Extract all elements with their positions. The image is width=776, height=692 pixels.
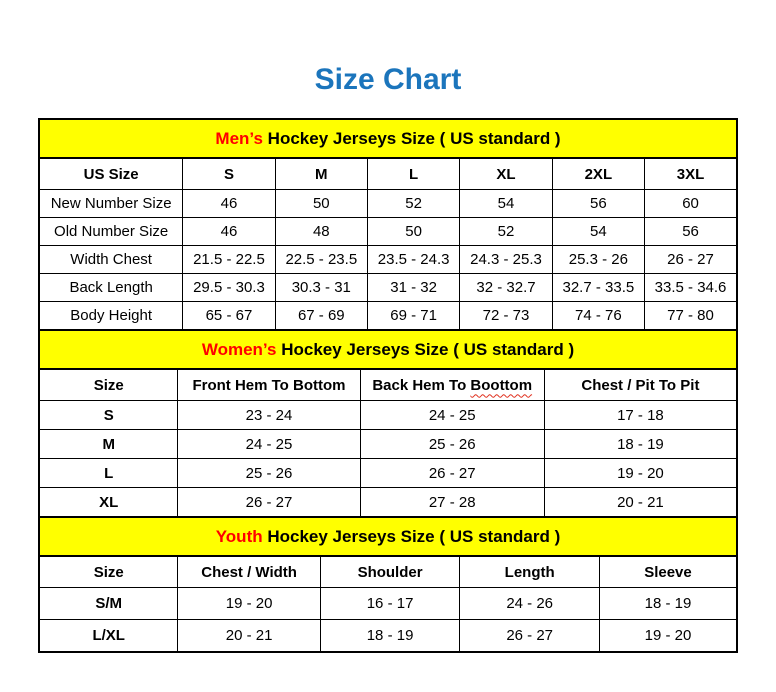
size-cell: 56 bbox=[645, 218, 737, 246]
womens-col-header: Front Hem To Bottom bbox=[178, 369, 360, 401]
size-cell: 65 - 67 bbox=[183, 302, 275, 331]
row-label: S bbox=[39, 401, 178, 430]
table-row bbox=[39, 190, 737, 218]
size-cell: 54 bbox=[552, 218, 644, 246]
row-label: S/M bbox=[39, 588, 178, 620]
size-cell: 26 - 27 bbox=[360, 459, 544, 488]
table-row bbox=[39, 246, 737, 274]
table-row bbox=[39, 302, 737, 331]
mens-col-header: L bbox=[367, 158, 459, 190]
page-title: Size Chart bbox=[314, 63, 462, 96]
size-cell: 50 bbox=[275, 190, 367, 218]
table-row bbox=[39, 488, 737, 518]
womens-col-header: Size bbox=[39, 369, 178, 401]
youth-header-row bbox=[39, 556, 737, 588]
mens-section-header bbox=[39, 119, 737, 158]
mens-col-header: US Size bbox=[39, 158, 183, 190]
youth-size-table bbox=[38, 516, 738, 653]
size-cell: 46 bbox=[183, 190, 275, 218]
size-cell: 54 bbox=[460, 190, 552, 218]
size-cell: 23.5 - 24.3 bbox=[367, 246, 459, 274]
table-row bbox=[39, 218, 737, 246]
table-row bbox=[39, 430, 737, 459]
size-cell: 18 - 19 bbox=[544, 430, 737, 459]
womens-section-header bbox=[39, 330, 737, 369]
size-cell: 25.3 - 26 bbox=[552, 246, 644, 274]
womens-header-row bbox=[39, 369, 737, 401]
mens-col-header: S bbox=[183, 158, 275, 190]
youth-band-text: Hockey Jerseys Size ( US standard ) bbox=[262, 526, 561, 546]
size-cell: 22.5 - 23.5 bbox=[275, 246, 367, 274]
table-row bbox=[39, 620, 737, 653]
youth-col-header: Shoulder bbox=[320, 556, 460, 588]
size-cell: 48 bbox=[275, 218, 367, 246]
size-cell: 32.7 - 33.5 bbox=[552, 274, 644, 302]
womens-col-header: Chest / Pit To Pit bbox=[544, 369, 737, 401]
size-cell: 29.5 - 30.3 bbox=[183, 274, 275, 302]
mens-band-text: Hockey Jerseys Size ( US standard ) bbox=[262, 128, 561, 148]
size-cell: 50 bbox=[367, 218, 459, 246]
size-cell: 17 - 18 bbox=[544, 401, 737, 430]
table-row bbox=[39, 588, 737, 620]
youth-col-header: Length bbox=[460, 556, 600, 588]
mens-col-header: M bbox=[275, 158, 367, 190]
youth-col-header: Sleeve bbox=[599, 556, 737, 588]
womens-col-header-text: Back Hem To bbox=[372, 376, 471, 394]
youth-band-row bbox=[39, 517, 737, 556]
row-label: L/XL bbox=[39, 620, 178, 653]
size-cell: 24 - 25 bbox=[178, 430, 360, 459]
size-cell: 25 - 26 bbox=[360, 430, 544, 459]
womens-band-text: Hockey Jerseys Size ( US standard ) bbox=[276, 339, 575, 359]
youth-col-header: Size bbox=[39, 556, 178, 588]
size-cell: 24 - 25 bbox=[360, 401, 544, 430]
size-cell: 24 - 26 bbox=[460, 588, 600, 620]
size-cell: 20 - 21 bbox=[178, 620, 320, 653]
size-cell: 27 - 28 bbox=[360, 488, 544, 518]
mens-size-table bbox=[38, 118, 738, 331]
size-cell: 25 - 26 bbox=[178, 459, 360, 488]
size-cell: 26 - 27 bbox=[460, 620, 600, 653]
youth-col-header: Chest / Width bbox=[178, 556, 320, 588]
size-cell: 52 bbox=[367, 190, 459, 218]
mens-col-header: 3XL bbox=[645, 158, 737, 190]
size-cell: 16 - 17 bbox=[320, 588, 460, 620]
size-cell: 19 - 20 bbox=[544, 459, 737, 488]
size-cell: 33.5 - 34.6 bbox=[645, 274, 737, 302]
size-cell: 18 - 19 bbox=[320, 620, 460, 653]
size-cell: 56 bbox=[552, 190, 644, 218]
size-cell: 21.5 - 22.5 bbox=[183, 246, 275, 274]
size-cell: 52 bbox=[460, 218, 552, 246]
womens-size-table bbox=[38, 329, 738, 518]
row-label: Back Length bbox=[39, 274, 183, 302]
size-cell: 26 - 27 bbox=[178, 488, 360, 518]
size-cell: 72 - 73 bbox=[460, 302, 552, 331]
size-cell: 67 - 69 bbox=[275, 302, 367, 331]
row-label: Body Height bbox=[39, 302, 183, 331]
size-cell: 23 - 24 bbox=[178, 401, 360, 430]
youth-section-header bbox=[39, 517, 737, 556]
size-cell: 26 - 27 bbox=[645, 246, 737, 274]
row-label: L bbox=[39, 459, 178, 488]
mens-col-header: 2XL bbox=[552, 158, 644, 190]
size-cell: 18 - 19 bbox=[599, 588, 737, 620]
size-cell: 32 - 32.7 bbox=[460, 274, 552, 302]
row-label: M bbox=[39, 430, 178, 459]
mens-col-header: XL bbox=[460, 158, 552, 190]
spellcheck-underlined-word: Boottom bbox=[470, 376, 533, 394]
size-cell: 60 bbox=[645, 190, 737, 218]
row-label: New Number Size bbox=[39, 190, 183, 218]
mens-band-row bbox=[39, 119, 737, 158]
size-cell: 20 - 21 bbox=[544, 488, 737, 518]
size-cell: 74 - 76 bbox=[552, 302, 644, 331]
size-cell: 19 - 20 bbox=[599, 620, 737, 653]
row-label: Width Chest bbox=[39, 246, 183, 274]
row-label: XL bbox=[39, 488, 178, 518]
size-cell: 30.3 - 31 bbox=[275, 274, 367, 302]
table-row bbox=[39, 274, 737, 302]
youth-band-highlight: Youth bbox=[215, 526, 263, 546]
size-cell: 31 - 32 bbox=[367, 274, 459, 302]
size-cell: 69 - 71 bbox=[367, 302, 459, 331]
size-cell: 46 bbox=[183, 218, 275, 246]
mens-band-highlight: Men’s bbox=[215, 128, 263, 148]
womens-band-highlight: Women’s bbox=[201, 339, 277, 359]
mens-header-row bbox=[39, 158, 737, 190]
table-row bbox=[39, 459, 737, 488]
row-label: Old Number Size bbox=[39, 218, 183, 246]
womens-band-row bbox=[39, 330, 737, 369]
size-cell: 77 - 80 bbox=[645, 302, 737, 331]
table-row bbox=[39, 401, 737, 430]
size-cell: 19 - 20 bbox=[178, 588, 320, 620]
size-cell: 24.3 - 25.3 bbox=[460, 246, 552, 274]
size-tables bbox=[38, 118, 738, 653]
womens-col-header bbox=[360, 369, 544, 401]
